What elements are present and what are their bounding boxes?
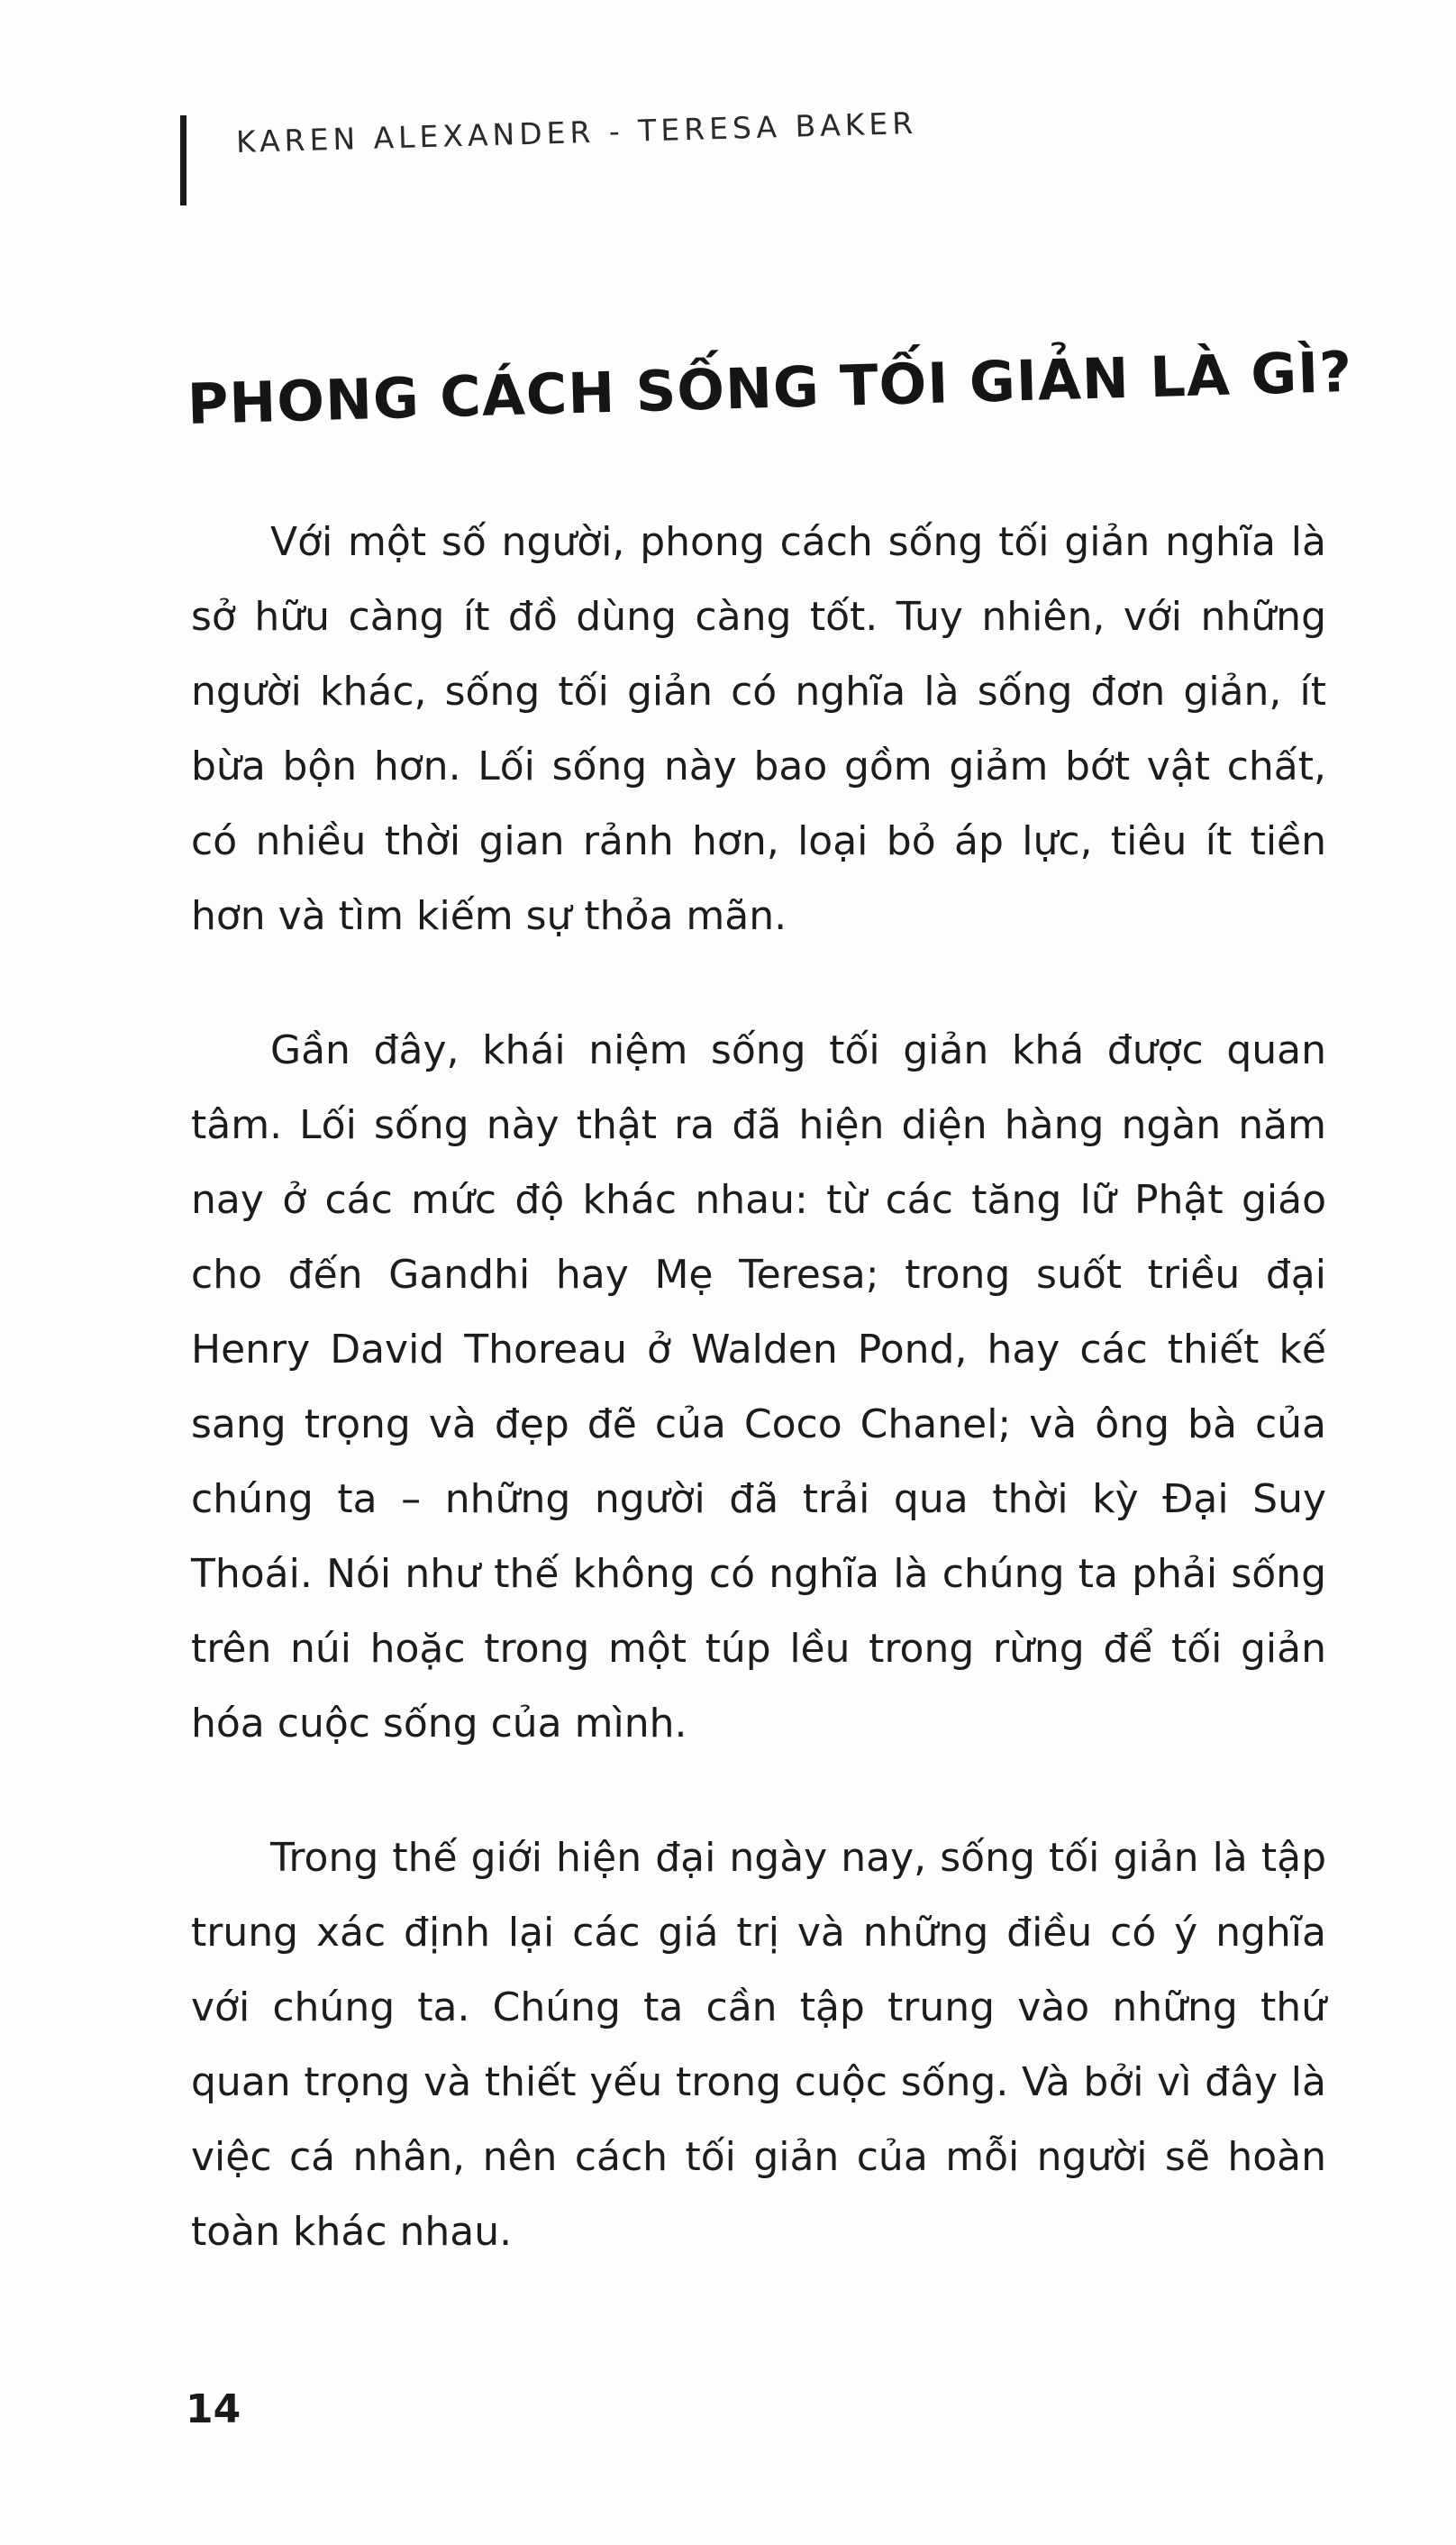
chapter-title: PHONG CÁCH SỐNG TỐI GIẢN LÀ GÌ? (186, 338, 1354, 437)
paragraph: Gần đây, khái niệm sống tối giản khá được quan tâm. Lối sống này thật ra đã hiện diện hàng ngàn năm nay ở các mức độ khác nhau: từ các tăng lữ Phật giáo cho đến Gandhi hay Mẹ Teresa; trong suốt triều đại Henry David Thoreau ở Walden Pond, hay các thiết kế sang trọng và đẹp đẽ của Coco Chanel; và ông bà của chúng ta – những người đã trải qua thời kỳ Đại Suy Thoái. Nói như thế không có nghĩa là chúng ta phải sống trên núi hoặc trong một túp lều trong rừng để tối giản hóa cuộc sống của mình. (191, 1027, 1326, 1747)
page-number: 14 (186, 2386, 241, 2432)
body-text (191, 505, 1326, 2329)
paragraph: Trong thế giới hiện đại ngày nay, sống tối giản là tập trung xác định lại các giá trị và những điều có ý nghĩa với chúng ta. Chúng ta cần tập trung vào những thứ quan trọng và thiết yếu trong cuộc sống. Và bởi vì đây là việc cá nhân, nên cách tối giản của mỗi người sẽ hoàn toàn khác nhau. (191, 1835, 1326, 2255)
running-head: KAREN ALEXANDER - TERESA BAKER (235, 105, 918, 160)
paragraph: Với một số người, phong cách sống tối giản nghĩa là sở hữu càng ít đồ dùng càng tốt. Tuy nhiên, với những người khác, sống tối giản có nghĩa là sống đơn giản, ít bừa bộn hơn. Lối sống này bao gồm giảm bớt vật chất, có nhiều thời gian rảnh hơn, loại bỏ áp lực, tiêu ít tiền hơn và tìm kiếm sự thỏa mãn. (191, 519, 1326, 939)
header-rule (180, 115, 187, 205)
